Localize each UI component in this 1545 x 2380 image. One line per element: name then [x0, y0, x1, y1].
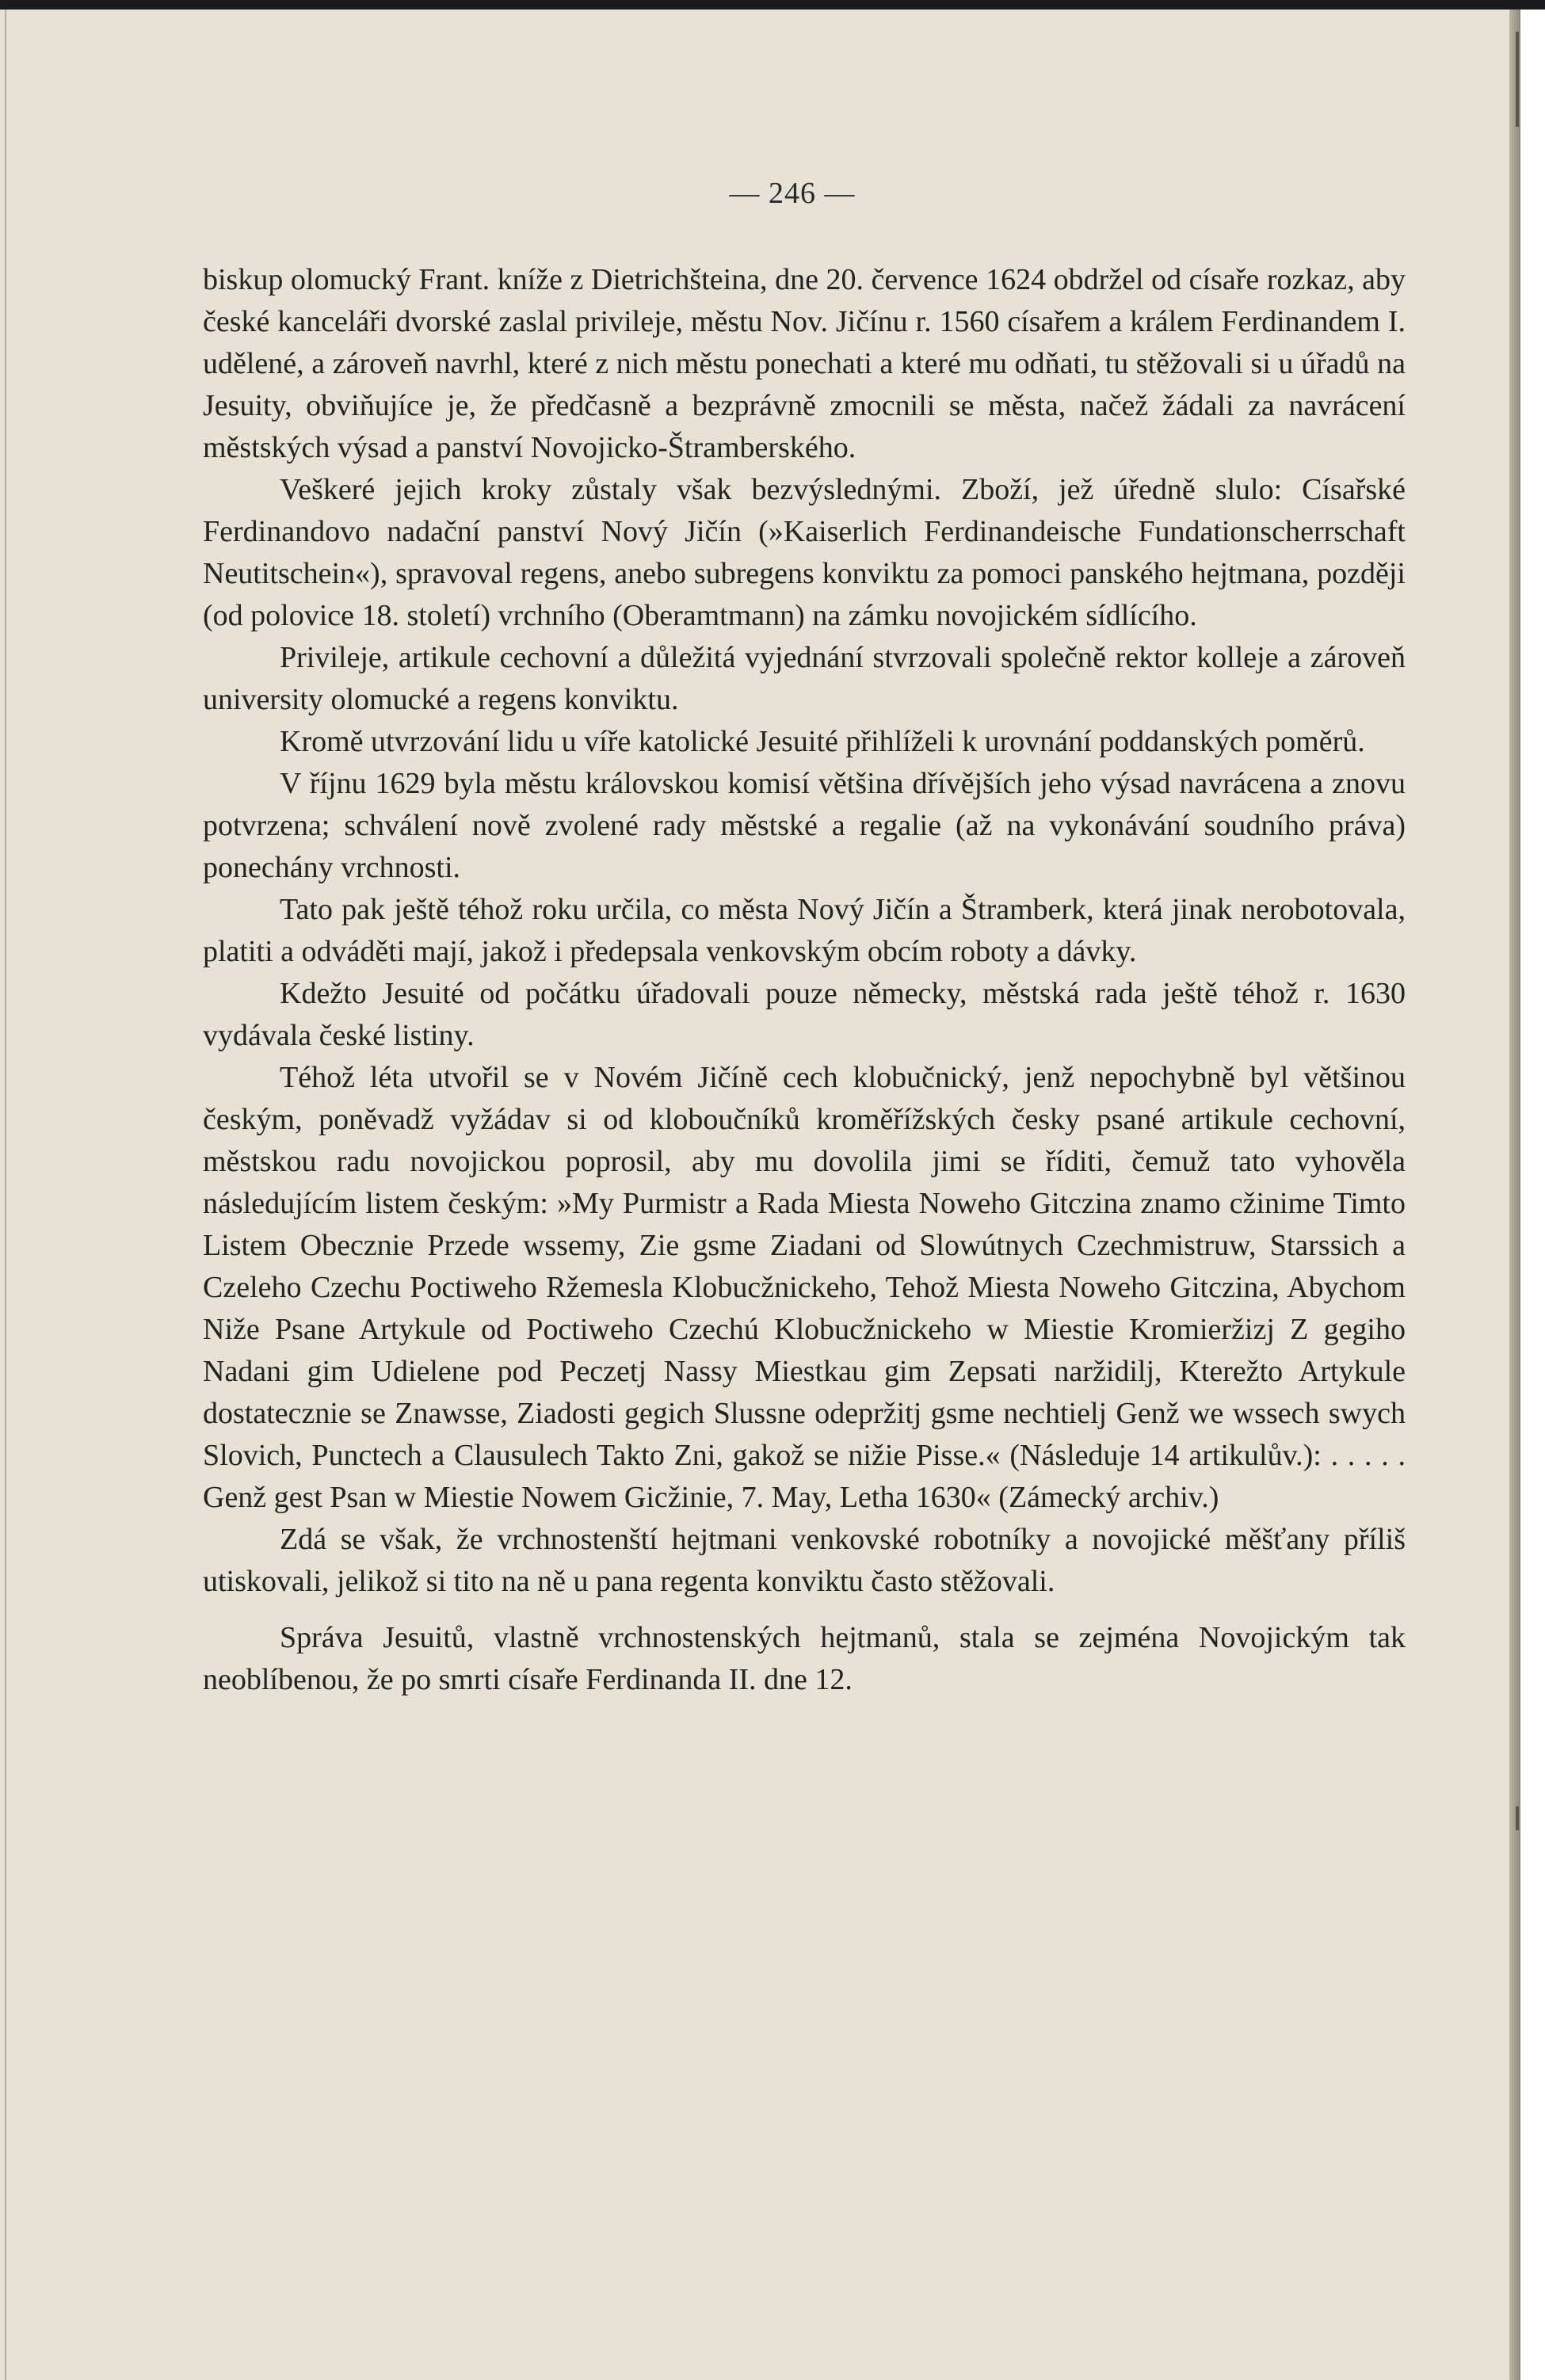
- paragraph: Kdežto Jesuité od počátku úřadovali pouze německy, městská rada ještě téhož r. 1630 vydávala české listiny.: [203, 977, 1406, 1052]
- paragraph: V říjnu 1629 byla městu královskou komisí většina dřívějších jeho výsad navrácena a znovu potvrzena; schválení nově zvolené rady městské a regalie (až na vykonávání soudního práva) ponechány vrchnosti.: [203, 767, 1406, 884]
- paragraph: biskup olomucký Frant. kníže z Dietrichšteina, dne 20. července 1624 obdržel od císaře rozkaz, aby české kanceláři dvorské zaslal privileje, městu Nov. Jičínu r. 1560 císařem a králem Ferdinandem I. udělené, a zároveň navrhl, které z nich městu ponechati a které mu odňati, tu stěžovali si u úřadů na Jesuity, obviňujíce je, že předčasně a bezprávně zmocnili se města, načež žádali za navrácení městských výsad a panství Novojicko-Štramberského.: [203, 263, 1406, 464]
- paragraph: Tato pak ještě téhož roku určila, co města Nový Jičín a Štramberk, která jinak nerobotovala, platiti a odváděti mají, jakož i předepsala venkovským obcím roboty a dávky.: [203, 893, 1406, 968]
- paragraph: Privileje, artikule cechovní a důležitá vyjednání stvrzovali společně rektor kolleje a zároveň university olomucké a regens konviktu.: [203, 641, 1406, 716]
- scan-right-margin: [1521, 10, 1545, 2380]
- paragraph: Veškeré jejich kroky zůstaly však bezvýslednými. Zboží, jež úředně slulo: Císařské Ferdinandovo nadační panství Nový Jičín (»Kaiserlich Ferdinandeische Fundationscherrschaft Neutitschein«), spravoval regens, anebo subregens konviktu za pomoci panského hejtmana, později (od polovice 18. století) vrchního (Oberamtmann) na zámku novojickém sídlícího.: [203, 473, 1406, 632]
- page-left-edge: [5, 10, 6, 2380]
- body-text: [203, 259, 1406, 1701]
- page-number: — 246 —: [729, 177, 856, 210]
- page-edge-mark: [1516, 32, 1519, 127]
- paragraph: Správa Jesuitů, vlastně vrchnostenských hejtmanů, stala se zejména Novojickým tak neoblíbenou, že po smrti císaře Ferdinanda II. dne 12.: [203, 1621, 1406, 1696]
- paragraph: Téhož léta utvořil se v Novém Jičíně cech klobučnický, jenž nepochybně byl většinou českým, poněvadž vyžádav si od kloboučníků kroměřížských česky psané artikule cechovní, městskou radu novojickou poprosil, aby mu dovolila jimi se říditi, čemuž tato vyhověla následujícím listem českým: »My Purmistr a Rada Miesta Noweho Gitczina znamo cžinime Timto Listem Obecznie Przede wssemy, Zie gsme Ziadani od Slowútnych Czechmistruw, Starssich a Czeleho Czechu Poctiweho Ržemesla Klobucžnickeho, Tehož Miesta Noweho Gitczina, Abychom Niže Psane Artykule od Poctiweho Czechú Klobucžnickeho w Miestie Kromieržizj Z gegiho Nadani gim Udielene pod Peczetj Nassy Miestkau gim Zepsati naržidilj, Kterežto Artykule dostatecznie se Znawsse, Ziadosti gegich Slussne odepržitj gsme nechtielj Genž we wssech swych Slovich, Punctech a Clausulech Takto Zni, gakož se nižie Pisse.« (Následuje 14 artikulův.): . . . . . Genž gest Psan w Miestie Nowem Gicžinie, 7. May, Letha 1630« (Zámecký archiv.): [203, 1061, 1406, 1514]
- scan-top-border: [0, 0, 1545, 10]
- paragraph: Kromě utvrzování lidu u víře katolické Jesuité přihlíželi k urovnání poddanských poměrů.: [280, 725, 1365, 758]
- page-gutter-shadow: [1509, 10, 1520, 2380]
- paragraph: Zdá se však, že vrchnostenští hejtmani venkovské robotníky a novojické měšťany příliš utiskovali, jelikož si tito na ně u pana regenta konviktu často stěžovali.: [203, 1523, 1406, 1598]
- page-edge-mark: [1516, 1806, 1519, 1830]
